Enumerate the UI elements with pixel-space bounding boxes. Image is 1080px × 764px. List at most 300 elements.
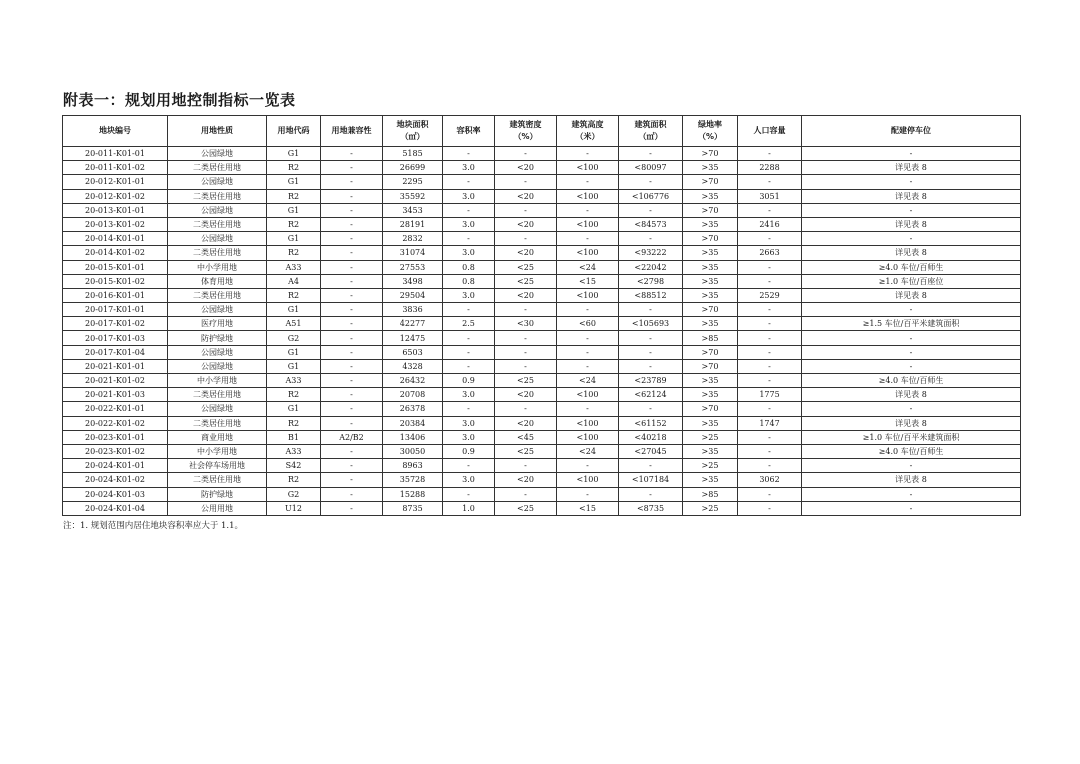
table-cell: - — [321, 473, 383, 487]
table-cell: ≥4.0 车位/百师生 — [802, 374, 1021, 388]
table-cell: 防护绿地 — [168, 487, 267, 501]
table-row — [63, 416, 1021, 430]
table-cell: <100 — [557, 246, 619, 260]
table-cell: >35 — [683, 260, 738, 274]
table-cell: 3836 — [383, 303, 443, 317]
table-cell: - — [495, 203, 557, 217]
table-cell: - — [495, 487, 557, 501]
table-cell: ≥4.0 车位/百师生 — [802, 444, 1021, 458]
table-cell: 20-016-K01-01 — [63, 288, 168, 302]
table-cell: 20-023-K01-01 — [63, 430, 168, 444]
table-cell: - — [443, 359, 495, 373]
table-cell: 20-013-K01-01 — [63, 203, 168, 217]
table-cell: 2416 — [738, 217, 802, 231]
table-cell: - — [802, 175, 1021, 189]
table-cell: 详见表 8 — [802, 416, 1021, 430]
table-row — [63, 147, 1021, 161]
table-cell: 二类居住用地 — [168, 161, 267, 175]
table-cell: >35 — [683, 317, 738, 331]
land-control-table — [62, 115, 1021, 516]
table-cell: G1 — [267, 303, 321, 317]
table-cell: 20-024-K01-03 — [63, 487, 168, 501]
table-cell: 二类居住用地 — [168, 246, 267, 260]
table-cell: G1 — [267, 147, 321, 161]
column-header: 配建停车位 — [802, 116, 1021, 147]
table-cell: - — [619, 232, 683, 246]
table-cell: B1 — [267, 430, 321, 444]
table-cell: - — [321, 175, 383, 189]
table-cell: 42277 — [383, 317, 443, 331]
table-cell: - — [495, 175, 557, 189]
table-cell: 3.0 — [443, 246, 495, 260]
table-cell: 3.0 — [443, 217, 495, 231]
table-cell: <60 — [557, 317, 619, 331]
table-cell: 31074 — [383, 246, 443, 260]
table-cell: <100 — [557, 416, 619, 430]
table-cell: 20-017-K01-04 — [63, 345, 168, 359]
table-cell: >85 — [683, 487, 738, 501]
table-cell: - — [738, 487, 802, 501]
table-cell: <22042 — [619, 260, 683, 274]
table-cell: - — [321, 459, 383, 473]
table-cell: - — [738, 232, 802, 246]
table-cell: 公园绿地 — [168, 175, 267, 189]
table-cell: <2798 — [619, 274, 683, 288]
table-cell: - — [321, 374, 383, 388]
table-cell: 20-012-K01-02 — [63, 189, 168, 203]
column-header: 人口容量 — [738, 116, 802, 147]
table-cell: 2.5 — [443, 317, 495, 331]
table-cell: - — [802, 232, 1021, 246]
table-cell: 1747 — [738, 416, 802, 430]
table-cell: ≥1.0 车位/百座位 — [802, 274, 1021, 288]
table-cell: 20-011-K01-02 — [63, 161, 168, 175]
table-cell: - — [443, 459, 495, 473]
table-cell: - — [738, 402, 802, 416]
table-cell: 商业用地 — [168, 430, 267, 444]
table-cell: <8735 — [619, 501, 683, 515]
table-cell: S42 — [267, 459, 321, 473]
table-cell: R2 — [267, 473, 321, 487]
table-cell: 5185 — [383, 147, 443, 161]
table-row — [63, 459, 1021, 473]
table-cell: 公园绿地 — [168, 232, 267, 246]
table-cell: 详见表 8 — [802, 189, 1021, 203]
table-cell: <106776 — [619, 189, 683, 203]
table-cell: <20 — [495, 189, 557, 203]
table-cell: <100 — [557, 217, 619, 231]
table-cell: - — [557, 402, 619, 416]
table-cell: - — [321, 501, 383, 515]
table-cell: 二类居住用地 — [168, 388, 267, 402]
column-header: 用地性质 — [168, 116, 267, 147]
table-cell: ≥4.0 车位/百师生 — [802, 260, 1021, 274]
table-cell: - — [619, 345, 683, 359]
table-cell: A51 — [267, 317, 321, 331]
table-cell: - — [738, 374, 802, 388]
table-cell: <20 — [495, 388, 557, 402]
column-header: 容积率 — [443, 116, 495, 147]
table-cell: - — [443, 175, 495, 189]
table-cell: >35 — [683, 473, 738, 487]
table-cell: - — [321, 331, 383, 345]
table-cell: - — [619, 487, 683, 501]
table-cell: 0.9 — [443, 374, 495, 388]
table-cell: 20-014-K01-02 — [63, 246, 168, 260]
column-header: 用地代码 — [267, 116, 321, 147]
table-cell: - — [557, 359, 619, 373]
table-cell: 20-024-K01-04 — [63, 501, 168, 515]
table-cell: - — [738, 345, 802, 359]
table-cell: <45 — [495, 430, 557, 444]
table-cell: - — [619, 459, 683, 473]
column-header: 绿地率 （%） — [683, 116, 738, 147]
table-cell: - — [495, 147, 557, 161]
table-cell: G1 — [267, 175, 321, 189]
table-cell: - — [443, 487, 495, 501]
table-cell: <61152 — [619, 416, 683, 430]
table-cell: 20384 — [383, 416, 443, 430]
table-cell: <88512 — [619, 288, 683, 302]
table-cell: 二类居住用地 — [168, 288, 267, 302]
table-cell: - — [443, 331, 495, 345]
table-cell: 1.0 — [443, 501, 495, 515]
table-cell: - — [802, 459, 1021, 473]
table-cell: R2 — [267, 217, 321, 231]
table-cell: <100 — [557, 161, 619, 175]
table-cell: <15 — [557, 274, 619, 288]
table-row — [63, 246, 1021, 260]
table-cell: 详见表 8 — [802, 388, 1021, 402]
table-cell: <20 — [495, 416, 557, 430]
table-cell: 35728 — [383, 473, 443, 487]
table-cell: R2 — [267, 388, 321, 402]
table-cell: >35 — [683, 416, 738, 430]
table-cell: >35 — [683, 444, 738, 458]
table-cell: 中小学用地 — [168, 444, 267, 458]
table-cell: - — [557, 487, 619, 501]
table-cell: - — [557, 331, 619, 345]
table-cell: - — [738, 303, 802, 317]
table-cell: - — [619, 359, 683, 373]
table-cell: 20-022-K01-01 — [63, 402, 168, 416]
table-row — [63, 303, 1021, 317]
table-cell: 20-017-K01-02 — [63, 317, 168, 331]
table-cell: - — [738, 274, 802, 288]
table-cell: - — [321, 317, 383, 331]
table-cell: - — [738, 203, 802, 217]
table-cell: - — [321, 416, 383, 430]
table-cell: U12 — [267, 501, 321, 515]
table-cell: 6503 — [383, 345, 443, 359]
table-cell: 13406 — [383, 430, 443, 444]
table-cell: - — [443, 345, 495, 359]
table-cell: - — [321, 388, 383, 402]
table-cell: - — [443, 303, 495, 317]
table-cell: 1775 — [738, 388, 802, 402]
table-cell: - — [321, 246, 383, 260]
table-cell: A33 — [267, 444, 321, 458]
column-header: 用地兼容性 — [321, 116, 383, 147]
table-row — [63, 161, 1021, 175]
table-cell: <25 — [495, 444, 557, 458]
table-cell: - — [557, 345, 619, 359]
table-cell: >25 — [683, 459, 738, 473]
table-cell: - — [619, 203, 683, 217]
table-cell: - — [321, 303, 383, 317]
table-cell: 医疗用地 — [168, 317, 267, 331]
table-row — [63, 374, 1021, 388]
table-cell: 20-014-K01-01 — [63, 232, 168, 246]
page-title: 附表一：规划用地控制指标一览表 — [63, 91, 296, 109]
column-header: 建筑高度 （米） — [557, 116, 619, 147]
table-cell: <100 — [557, 473, 619, 487]
table-cell: 3.0 — [443, 288, 495, 302]
table-cell: ≥1.0 车位/百平米建筑面积 — [802, 430, 1021, 444]
table-cell: <62124 — [619, 388, 683, 402]
table-cell: - — [557, 459, 619, 473]
table-cell: R2 — [267, 246, 321, 260]
table-cell: - — [443, 147, 495, 161]
table-cell: 0.8 — [443, 274, 495, 288]
table-cell: ≥1.5 车位/百平米建筑面积 — [802, 317, 1021, 331]
table-cell: - — [443, 402, 495, 416]
table-cell: - — [738, 459, 802, 473]
table-cell: - — [321, 359, 383, 373]
table-row — [63, 501, 1021, 515]
column-header: 建筑面积 （㎡） — [619, 116, 683, 147]
table-cell: - — [557, 232, 619, 246]
table-cell: 26378 — [383, 402, 443, 416]
table-cell: 20-021-K01-01 — [63, 359, 168, 373]
table-cell: <100 — [557, 430, 619, 444]
table-cell: - — [738, 444, 802, 458]
table-row — [63, 203, 1021, 217]
table-cell: >85 — [683, 331, 738, 345]
table-cell: - — [321, 444, 383, 458]
table-cell: - — [738, 501, 802, 515]
table-cell: - — [802, 203, 1021, 217]
table-cell: 20-015-K01-02 — [63, 274, 168, 288]
table-cell: 8963 — [383, 459, 443, 473]
table-cell: 2832 — [383, 232, 443, 246]
table-cell: 中小学用地 — [168, 374, 267, 388]
table-cell: - — [321, 147, 383, 161]
table-cell: 12475 — [383, 331, 443, 345]
table-row — [63, 430, 1021, 444]
table-cell: >35 — [683, 161, 738, 175]
table-cell: 3.0 — [443, 388, 495, 402]
table-row — [63, 189, 1021, 203]
table-cell: 0.9 — [443, 444, 495, 458]
table-cell: - — [802, 501, 1021, 515]
table-cell: - — [619, 303, 683, 317]
table-cell: 详见表 8 — [802, 288, 1021, 302]
table-cell: <20 — [495, 473, 557, 487]
table-cell: <20 — [495, 246, 557, 260]
table-cell: >70 — [683, 402, 738, 416]
table-cell: - — [321, 487, 383, 501]
table-cell: - — [802, 331, 1021, 345]
table-cell: 35592 — [383, 189, 443, 203]
table-cell: - — [321, 402, 383, 416]
table-cell: G2 — [267, 331, 321, 345]
table-cell: 公园绿地 — [168, 402, 267, 416]
table-cell: - — [321, 260, 383, 274]
table-cell: 2529 — [738, 288, 802, 302]
table-cell: 20-021-K01-02 — [63, 374, 168, 388]
table-cell: 20-023-K01-02 — [63, 444, 168, 458]
table-cell: 20-024-K01-02 — [63, 473, 168, 487]
table-cell: >70 — [683, 232, 738, 246]
table-cell: 二类居住用地 — [168, 416, 267, 430]
table-row — [63, 217, 1021, 231]
table-row — [63, 473, 1021, 487]
table-row — [63, 274, 1021, 288]
table-cell: 防护绿地 — [168, 331, 267, 345]
table-cell: >70 — [683, 203, 738, 217]
table-cell: 15288 — [383, 487, 443, 501]
table-cell: 26432 — [383, 374, 443, 388]
table-cell: - — [321, 189, 383, 203]
table-cell: >35 — [683, 274, 738, 288]
table-cell: >25 — [683, 430, 738, 444]
table-cell: 公园绿地 — [168, 359, 267, 373]
table-cell: >70 — [683, 175, 738, 189]
table-cell: - — [321, 232, 383, 246]
table-cell: 20-022-K01-02 — [63, 416, 168, 430]
table-cell: - — [619, 402, 683, 416]
table-cell: 2663 — [738, 246, 802, 260]
table-cell: >35 — [683, 189, 738, 203]
table-cell: - — [738, 359, 802, 373]
table-cell: 2295 — [383, 175, 443, 189]
table-cell: 3.0 — [443, 161, 495, 175]
table-cell: 公园绿地 — [168, 345, 267, 359]
table-cell: - — [738, 317, 802, 331]
table-cell: <40218 — [619, 430, 683, 444]
table-row — [63, 260, 1021, 274]
table-cell: - — [443, 232, 495, 246]
table-cell: - — [557, 203, 619, 217]
table-cell: >35 — [683, 388, 738, 402]
table-cell: 二类居住用地 — [168, 189, 267, 203]
table-row — [63, 402, 1021, 416]
table-cell: >35 — [683, 246, 738, 260]
table-cell: 30050 — [383, 444, 443, 458]
table-cell: <23789 — [619, 374, 683, 388]
table-cell: <20 — [495, 217, 557, 231]
table-cell: >70 — [683, 303, 738, 317]
table-cell: <25 — [495, 274, 557, 288]
table-cell: G1 — [267, 203, 321, 217]
table-cell: - — [321, 345, 383, 359]
table-cell: - — [802, 402, 1021, 416]
table-cell: 公用用地 — [168, 501, 267, 515]
table-cell: >70 — [683, 345, 738, 359]
table-cell: - — [495, 359, 557, 373]
table-cell: 20-015-K01-01 — [63, 260, 168, 274]
table-cell: - — [802, 487, 1021, 501]
table-cell: <27045 — [619, 444, 683, 458]
table-cell: <93222 — [619, 246, 683, 260]
table-cell: 3.0 — [443, 189, 495, 203]
table-cell: - — [321, 217, 383, 231]
table-cell: <15 — [557, 501, 619, 515]
table-cell: 3.0 — [443, 430, 495, 444]
table-cell: G1 — [267, 402, 321, 416]
table-cell: - — [619, 331, 683, 345]
table-cell: 20-021-K01-03 — [63, 388, 168, 402]
table-cell: - — [738, 331, 802, 345]
table-cell: - — [495, 331, 557, 345]
table-cell: 公园绿地 — [168, 147, 267, 161]
table-cell: <25 — [495, 260, 557, 274]
table-cell: 详见表 8 — [802, 246, 1021, 260]
table-cell: 中小学用地 — [168, 260, 267, 274]
table-cell: R2 — [267, 189, 321, 203]
table-cell: <24 — [557, 260, 619, 274]
table-cell: <25 — [495, 501, 557, 515]
table-cell: <84573 — [619, 217, 683, 231]
table-cell: 详见表 8 — [802, 473, 1021, 487]
table-cell: 0.8 — [443, 260, 495, 274]
table-cell: >35 — [683, 217, 738, 231]
table-cell: - — [495, 459, 557, 473]
table-cell: 3453 — [383, 203, 443, 217]
table-cell: 29504 — [383, 288, 443, 302]
table-cell: <105693 — [619, 317, 683, 331]
table-cell: - — [321, 274, 383, 288]
column-header: 地块面积 （㎡） — [383, 116, 443, 147]
table-cell: 26699 — [383, 161, 443, 175]
table-cell: 3051 — [738, 189, 802, 203]
table-cell: - — [619, 147, 683, 161]
table-cell: - — [802, 303, 1021, 317]
table-cell: 4328 — [383, 359, 443, 373]
table-cell: 20708 — [383, 388, 443, 402]
table-cell: - — [738, 260, 802, 274]
table-cell: <30 — [495, 317, 557, 331]
table-cell: - — [443, 203, 495, 217]
table-cell: 3.0 — [443, 473, 495, 487]
table-cell: 详见表 8 — [802, 161, 1021, 175]
table-row — [63, 444, 1021, 458]
table-cell: - — [738, 147, 802, 161]
table-cell: >25 — [683, 501, 738, 515]
footnote: 注：1. 规划范围内居住地块容积率应大于 1.1。 — [63, 521, 244, 531]
column-header: 建筑密度 （%） — [495, 116, 557, 147]
table-cell: 二类居住用地 — [168, 217, 267, 231]
table-row — [63, 345, 1021, 359]
table-cell: - — [738, 430, 802, 444]
table-cell: R2 — [267, 416, 321, 430]
table-cell: >70 — [683, 147, 738, 161]
table-cell: >35 — [683, 374, 738, 388]
table-cell: 8735 — [383, 501, 443, 515]
table-cell: 公园绿地 — [168, 303, 267, 317]
table-cell: <100 — [557, 189, 619, 203]
table-cell: - — [321, 203, 383, 217]
table-cell: 27553 — [383, 260, 443, 274]
table-cell: 2288 — [738, 161, 802, 175]
table-cell: 3.0 — [443, 416, 495, 430]
table-cell: - — [802, 147, 1021, 161]
table-row — [63, 288, 1021, 302]
table-cell: A33 — [267, 260, 321, 274]
table-cell: 20-017-K01-01 — [63, 303, 168, 317]
table-cell: R2 — [267, 288, 321, 302]
